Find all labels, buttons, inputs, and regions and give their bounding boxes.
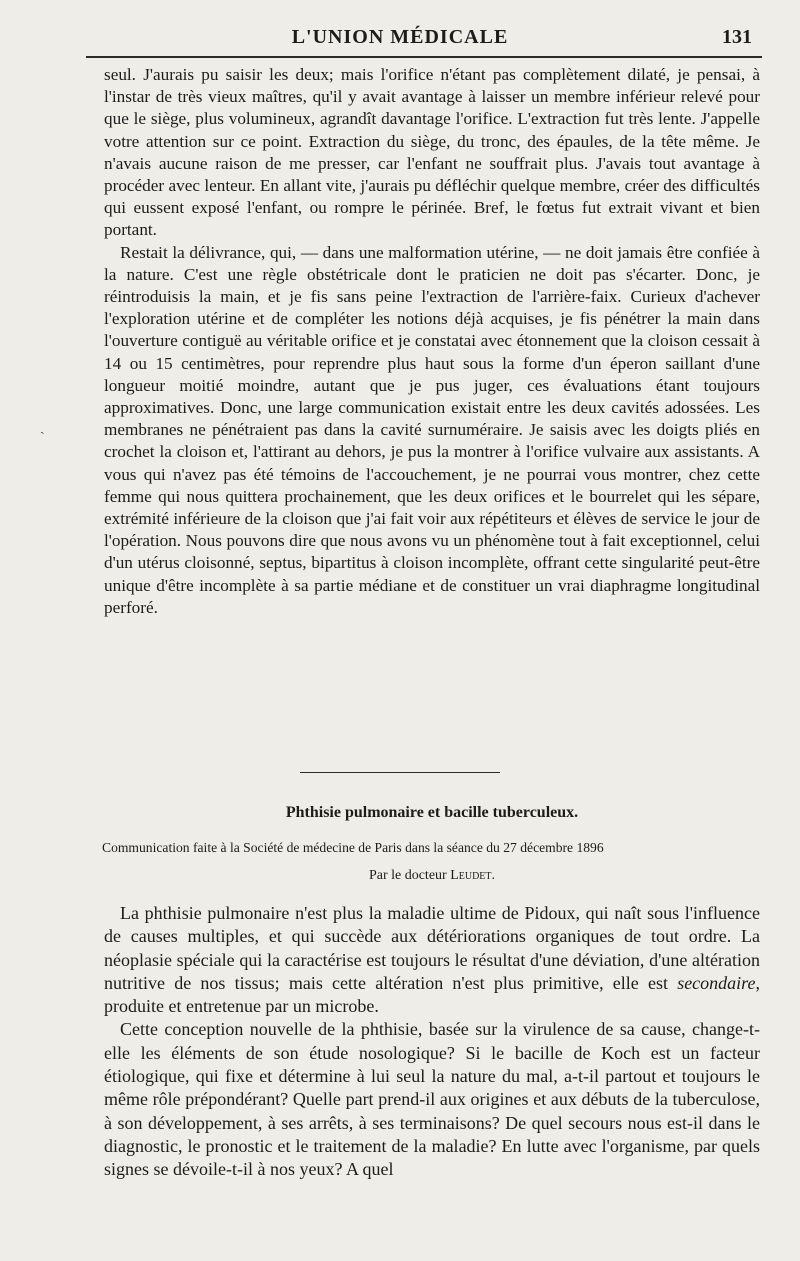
paragraph	[104, 902, 760, 1018]
article-title: Phthisie pulmonaire et bacille tuberculeux.	[285, 804, 579, 821]
journal-title: L'UNION MÉDICALE	[291, 26, 509, 48]
author-name: Leudet.	[450, 868, 496, 883]
margin-mark: ˏ	[40, 420, 45, 435]
header-rule	[86, 56, 762, 58]
emphasis-text: secondaire	[677, 972, 756, 993]
page-number: 131	[722, 26, 752, 48]
paragraph: Cette conception nouvelle de la phthisie, basée sur la virulence de sa cause, change-t-elle les éléments de son étude nosologique? Si le bacille de Koch est un facteur étiologique, qui fixe et détermine à lui seul la nature du mal, a-t-il partout et toujours le même rôle prépondérant? Quelle part prend-il aux origines et aux débuts de la tuberculose, à son développement, à ses arrêts, à ses terminaisons? De quel secours nous est-il dans le diagnostic, le pronostic et le traitement de la maladie? En lutte avec l'organisme, par quels signes se dévoile-t-il à nos yeux? A quel	[104, 1019, 760, 1180]
article-body	[104, 902, 760, 1182]
author-line	[104, 868, 760, 884]
paragraph-text: La phthisie pulmonaire n'est plus la maladie ultime de Pidoux, qui naît sous l'influence de causes multiples, et qui succède aux détériorations organiques de tout ordre. La néoplasie spéciale qui la caractérise est toujours le résultat d'une déviation, d'une altération nutritive de nos tissus; mais cette altération n'est plus primitive, elle est	[104, 903, 760, 993]
running-header	[0, 22, 800, 56]
paragraph: Restait la délivrance, qui, — dans une malformation utérine, — ne doit jamais être confiée à la nature. C'est une règle obstétricale dont le praticien ne doit pas s'écarter. Donc, je réintroduisis la main, et je fis sans peine l'extraction de l'arrière-faix. Curieux d'achever l'exploration utérine et de compléter les notions déjà acquises, je fis pénétrer la main dans l'ouverture contiguë au véritable orifice et je constatai avec étonnement que la cloison cessait à 14 ou 15 centimètres, pour reprendre plus haut sous la forme d'un éperon saillant d'une longueur moitié moindre, autant que je pus juger, ces évaluations étant toujours approximatives. Donc, une large communication existait entre les deux cavités adossées. Les membranes ne pénétraient pas dans la cavité surnuméraire. Je saisis avec les doigts pliés en crochet la cloison et, l'attirant au dehors, je pus la montrer à l'orifice vulvaire aux assistants. A vous qui n'avez pas été témoins de l'accouchement, je ne pourrai vous montrer, chez cette femme qui nous quittera prochainement, que les deux orifices et le bourrelet qui les sépare, extrémité inférieure de la cloison que j'ai fait voir aux répétiteurs et élèves de service le jour de l'opération. Nous pouvons dire que nous avons vu un phénomène tout à fait exceptionnel, celui d'un utérus cloisonné, septus, bipartitus à cloison incomplète, offrant cette singularité peut-être unique d'être incomplète à sa partie médiane et de constituer un vrai diaphragme longitudinal perforé.	[104, 242, 760, 617]
case-report-continuation	[104, 64, 760, 619]
paragraph: seul. J'aurais pu saisir les deux; mais l'orifice n'étant pas complètement dilaté, je pensai, à l'instar de très vieux maîtres, qu'il y avait avantage à laisser un membre inférieur relevé pour que le siège, plus volumineux, agrandît davantage l'orifice. L'extraction fut très lente. J'appelle votre attention sur ce point. Extraction du siège, du tronc, des épaules, de la tête même. Je n'avais aucune raison de me presser, car l'enfant ne souffrait plus. J'avais tout avantage à procéder avec lenteur. En allant vite, j'aurais pu défléchir quelque membre, créer des difficultés qui eussent exposé l'enfant, ou rompre le périnée. Bref, le fœtus fut extrait vivant et bien portant.	[104, 65, 760, 240]
paragraph-text: , produite et entretenue par un microbe.	[104, 972, 760, 1017]
section-separator	[300, 772, 500, 773]
author-prefix: Par le docteur	[368, 868, 447, 883]
communication-note: Communication faite à la Société de médecine de Paris dans la séance du 27 décembre 1896	[102, 840, 604, 855]
